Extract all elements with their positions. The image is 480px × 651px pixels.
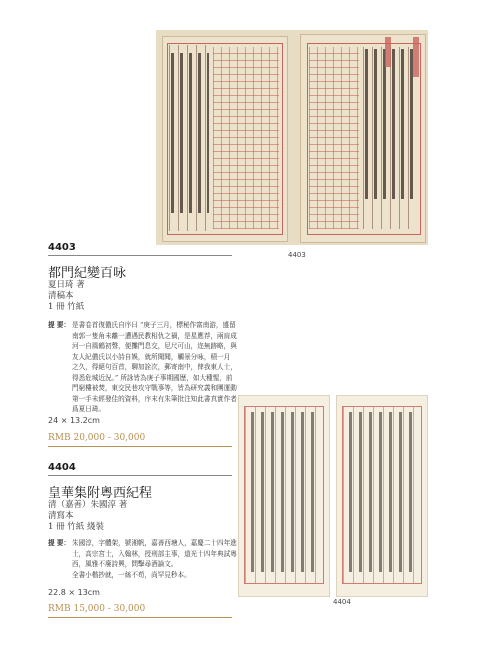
lot-meta-4404 (48, 500, 127, 533)
description-line: 爲夏日琦。 (72, 405, 105, 413)
description-line: 河一自風鶴初聲，便攤門息交，尼尺可山，迩無跡略，與 (72, 342, 237, 350)
description-label: 提 要： (48, 321, 71, 329)
description-line: 全書小楷抄就，一絲不苟，尚罕見秒本。 (72, 570, 191, 579)
description-line: 得悉危城近況。” 所詠皆為庚子事期國歴，如大種惺，前 (72, 373, 233, 382)
image-caption-4403: 4403 (288, 251, 306, 259)
description-line: 朱國淳，字體架，號湘帆，嘉善西塘人，嘉慶二十四年進 (72, 539, 237, 547)
manuscript-sheet-right (336, 395, 428, 597)
format: 1 冊 竹紙 (48, 302, 85, 312)
lot-size-4404: 22.8 × 13cm (48, 588, 100, 597)
description-line: 第一手未經發佳的資料，序末有朱筆批注知此書真實作者 (72, 394, 237, 403)
description-line: 西，風雅不廢詩興，問擊尋酒論文。 (72, 560, 178, 568)
image-caption-4404: 4404 (333, 598, 351, 606)
lot-4403-image (156, 30, 428, 245)
lot-4404-image (238, 395, 428, 595)
lot-price-4403: RMB 20,000 - 30,000 (48, 433, 146, 443)
lot-divider (48, 255, 232, 256)
price-divider (48, 617, 232, 618)
manuscript-page-right (300, 34, 426, 243)
lot-divider (48, 475, 232, 476)
description-text (72, 320, 243, 415)
description-line: 門窮樓被焚，東交民巷攻守戰事等，皆為研究義和團運動 (72, 384, 237, 392)
description-line: 是書卷首復儂氏自序曰 “庚子三月，標秘作富南游，盛留 (72, 321, 236, 329)
lot-meta-4403 (48, 280, 85, 313)
lot-size-4403: 24 × 13.2cm (48, 416, 100, 425)
author: 清（嘉善）朱國淳 著 (48, 500, 128, 510)
author: 夏日琦 著 (48, 280, 85, 290)
lot-price-4404: RMB 15,000 - 30,000 (48, 604, 146, 614)
description-line: 友人紀儂氏以小詩自娛，就所聞聞，觸景分咏，積一月 (72, 352, 231, 361)
edition: 清稿本 (48, 291, 74, 301)
lot-number-4403: 4403 (48, 242, 76, 253)
price-divider (48, 446, 232, 447)
manuscript-page-left (162, 36, 288, 242)
lot-description-4403 (48, 320, 243, 415)
lot-title-4403: 都門紀變百咏 (48, 266, 127, 281)
lot-description-4404 (48, 538, 243, 580)
description-text (72, 538, 243, 580)
edition: 清寫本 (48, 511, 74, 521)
description-line: 士，高宗宮士，入翰林，授刑部主事，道光十四年典試粵 (72, 549, 237, 558)
description-line: 南郭一隻角未離一遭遇民教相仇之禍，是星應荐，兩肩成 (72, 331, 237, 340)
format: 1 冊 竹紙 綫裝 (48, 522, 105, 532)
description-label: 提 要： (48, 539, 71, 547)
manuscript-sheet-left (238, 395, 330, 597)
lot-number-4404: 4404 (48, 462, 76, 473)
description-line: 之久，得絕句百首，聊加詮次，郵寄南中，俾我東人士， (72, 363, 237, 371)
lot-title-4404: 皇華集附粵西紀程 (48, 486, 153, 501)
